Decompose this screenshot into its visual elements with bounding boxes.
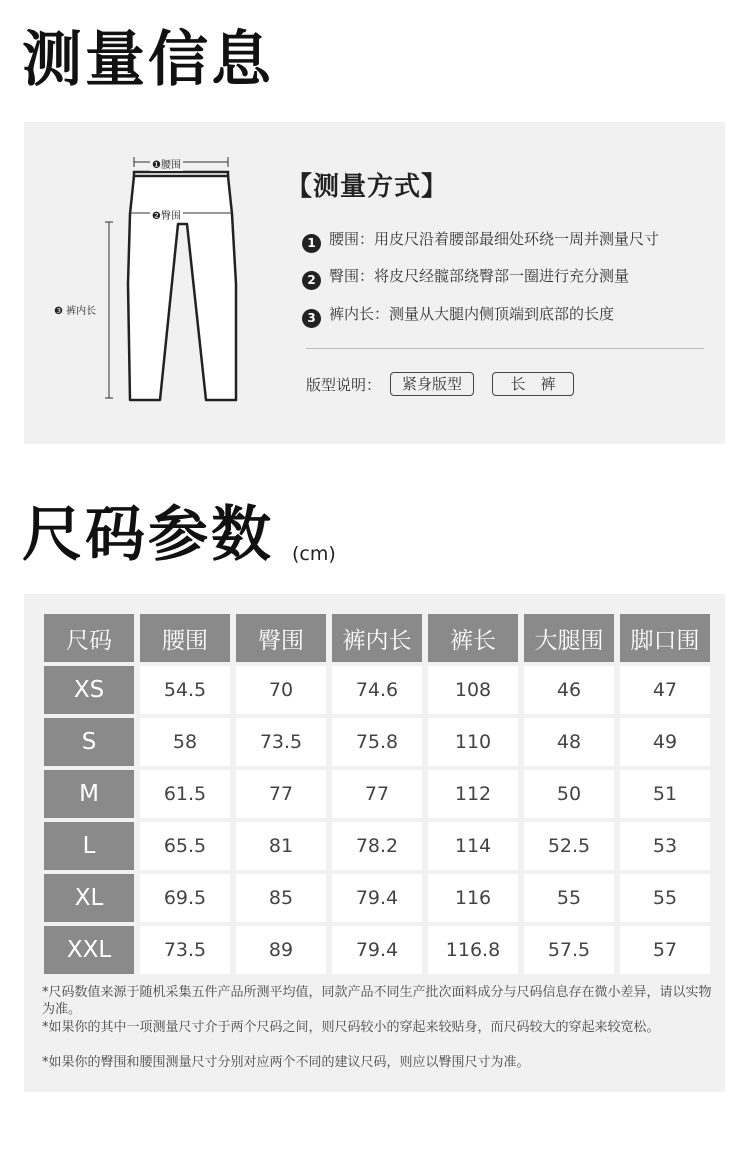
table-value-cell: 75.8 — [332, 718, 422, 766]
table-value-cell: 116 — [428, 874, 518, 922]
table-value-cell: 65.5 — [140, 822, 230, 870]
table-value-cell: 57 — [620, 926, 710, 974]
note-2: *如果你的其中一项测量尺寸介于两个尺码之间，则尺码较小的穿起来较贴身，而尺码较大的穿起来较宽松。 — [42, 1020, 660, 1035]
table-size-cell: XL — [44, 874, 134, 922]
table-value-cell: 61.5 — [140, 770, 230, 818]
size-table-panel — [24, 594, 725, 1092]
divider — [306, 348, 704, 349]
table-header-cell: 尺码 — [44, 614, 134, 662]
table-value-cell: 51 — [620, 770, 710, 818]
note-1: *尺码数值来源于随机采集五件产品所测平均值，同款产品不同生产批次面料成分与尺码信息存在微小差异，请以实物为准。 — [42, 985, 712, 1017]
table-value-cell: 85 — [236, 874, 326, 922]
table-header-cell: 裤长 — [428, 614, 518, 662]
waist-label: ❶腰围 — [150, 156, 183, 171]
table-value-cell: 52.5 — [524, 822, 614, 870]
fit-label: 版型说明： — [306, 376, 382, 394]
fit-tag-slim: 紧身版型 — [390, 372, 474, 396]
table-value-cell: 47 — [620, 666, 710, 714]
table-value-cell: 50 — [524, 770, 614, 818]
step-waist — [302, 228, 659, 253]
table-value-cell: 114 — [428, 822, 518, 870]
table-size-cell: XXL — [44, 926, 134, 974]
step-number-badge: 2 — [302, 271, 321, 290]
step-hip — [302, 265, 629, 290]
table-value-cell: 79.4 — [332, 926, 422, 974]
table-value-cell: 74.6 — [332, 666, 422, 714]
table-header-cell: 脚口围 — [620, 614, 710, 662]
table-value-cell: 112 — [428, 770, 518, 818]
table-value-cell: 54.5 — [140, 666, 230, 714]
table-value-cell: 108 — [428, 666, 518, 714]
table-size-cell: M — [44, 770, 134, 818]
table-value-cell: 58 — [140, 718, 230, 766]
table-value-cell: 49 — [620, 718, 710, 766]
table-header-cell: 裤内长 — [332, 614, 422, 662]
table-value-cell: 81 — [236, 822, 326, 870]
measure-info-title: 测量信息 — [22, 25, 274, 95]
hip-label: ❷臀围 — [150, 207, 183, 222]
table-value-cell: 46 — [524, 666, 614, 714]
table-value-cell: 69.5 — [140, 874, 230, 922]
table-size-cell: L — [44, 822, 134, 870]
table-value-cell: 70 — [236, 666, 326, 714]
fit-tag-long: 长 裤 — [492, 372, 574, 396]
measure-panel — [24, 122, 725, 444]
inseam-label: ❸ 裤内长 — [54, 306, 97, 317]
table-value-cell: 55 — [620, 874, 710, 922]
step-inseam — [302, 303, 614, 328]
table-value-cell: 77 — [332, 770, 422, 818]
table-value-cell: 57.5 — [524, 926, 614, 974]
table-value-cell: 116.8 — [428, 926, 518, 974]
table-value-cell: 77 — [236, 770, 326, 818]
method-title: 【测量方式】 — [286, 172, 449, 202]
step-text: 裤内长：测量从大腿内侧顶端到底部的长度 — [329, 305, 615, 323]
size-params-title: 尺码参数 — [22, 500, 274, 570]
step-text: 腰围：用皮尺沿着腰部最细处环绕一周并测量尺寸 — [329, 230, 660, 248]
table-size-cell: XS — [44, 666, 134, 714]
table-value-cell: 79.4 — [332, 874, 422, 922]
step-text: 臀围：将皮尺经髋部绕臀部一圈进行充分测量 — [329, 267, 630, 285]
table-header-cell: 腰围 — [140, 614, 230, 662]
note-3: *如果你的臀围和腰围测量尺寸分别对应两个不同的建议尺码，则应以臀围尺寸为准。 — [42, 1055, 530, 1070]
size-unit: (cm) — [292, 543, 336, 565]
table-value-cell: 78.2 — [332, 822, 422, 870]
table-value-cell: 55 — [524, 874, 614, 922]
table-header-cell: 大腿围 — [524, 614, 614, 662]
table-header-cell: 臀围 — [236, 614, 326, 662]
table-value-cell: 53 — [620, 822, 710, 870]
pants-diagram-icon — [50, 146, 250, 408]
step-number-badge: 3 — [302, 309, 321, 328]
step-number-badge: 1 — [302, 234, 321, 253]
table-value-cell: 110 — [428, 718, 518, 766]
table-value-cell: 48 — [524, 718, 614, 766]
table-value-cell: 73.5 — [236, 718, 326, 766]
table-size-cell: S — [44, 718, 134, 766]
table-value-cell: 89 — [236, 926, 326, 974]
table-value-cell: 73.5 — [140, 926, 230, 974]
